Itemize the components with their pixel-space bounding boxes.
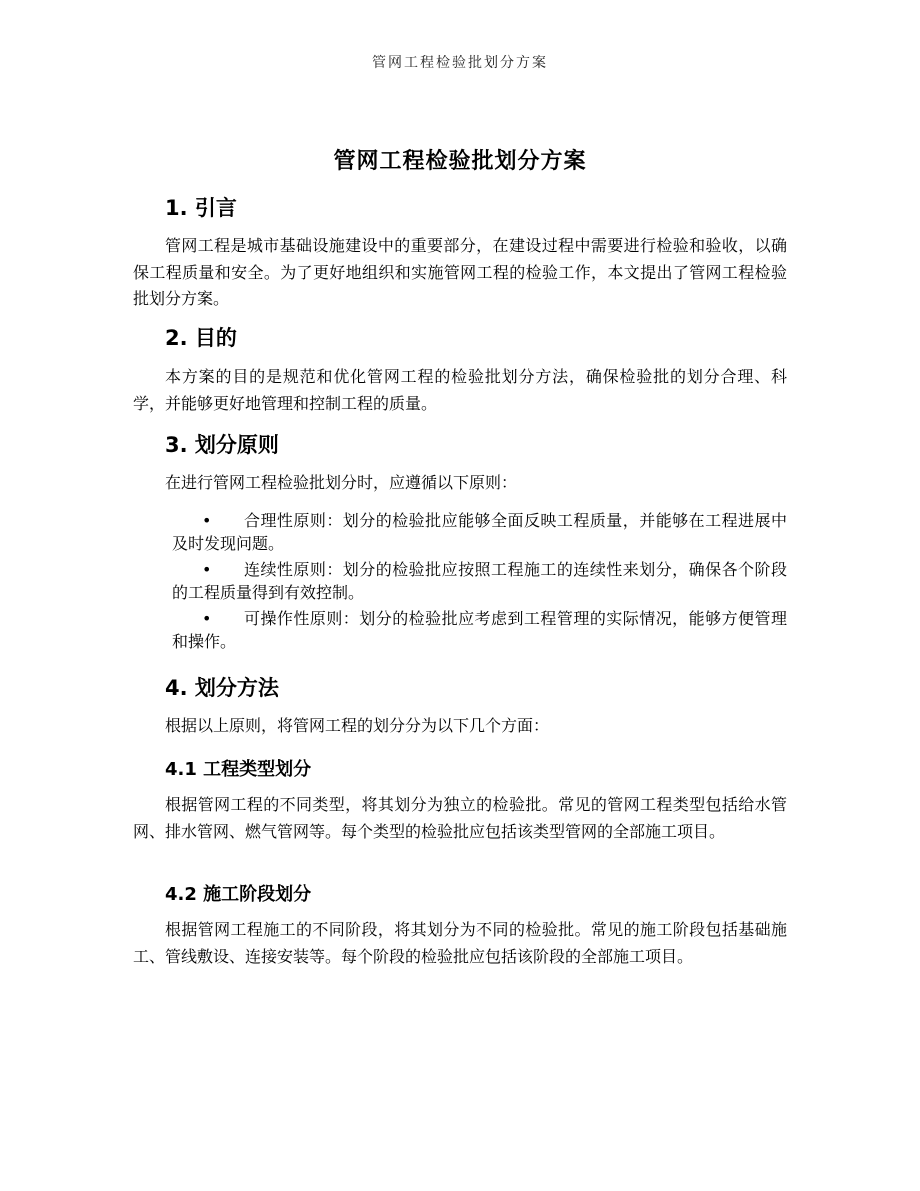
section-heading-principles: 3. 划分原则 — [165, 433, 279, 457]
section-paragraph-purpose: 本方案的目的是规范和优化管网工程的检验批划分方法，确保检验批的划分合理、科学，并能够更好地管理和控制工程的质量。 — [133, 367, 787, 413]
list-item-text: 连续性原则：划分的检验批应按照工程施工的连续性来划分，确保各个阶段的工程质量得到有效控制。 — [172, 560, 787, 602]
document-title: 管网工程检验批划分方案 — [333, 149, 587, 174]
section-heading-method: 4. 划分方法 — [165, 676, 279, 700]
running-header: 管网工程检验批划分方案 — [372, 55, 548, 71]
list-item — [172, 558, 787, 604]
principles-intro: 在进行管网工程检验批划分时，应遵循以下原则： — [165, 473, 518, 492]
subsection-paragraph-stage: 根据管网工程施工的不同阶段，将其划分为不同的检验批。常见的施工阶段包括基础施工、管线敷设、连接安装等。每个阶段的检验批应包括该阶段的全部施工项目。 — [133, 920, 787, 966]
subsection-heading-type: 4.1 工程类型划分 — [165, 759, 312, 780]
bullet-icon: • — [202, 560, 212, 579]
bullet-icon: • — [202, 609, 212, 628]
list-item-text: 可操作性原则：划分的检验批应考虑到工程管理的实际情况，能够方便管理和操作。 — [172, 609, 787, 651]
list-item-text: 合理性原则：划分的检验批应能够全面反映工程质量，并能够在工程进展中及时发现问题。 — [172, 511, 787, 553]
subsection-paragraph-type: 根据管网工程的不同类型，将其划分为独立的检验批。常见的管网工程类型包括给水管网、排水管网、燃气管网等。每个类型的检验批应包括该类型管网的全部施工项目。 — [133, 795, 787, 841]
section-heading-introduction: 1. 引言 — [165, 196, 237, 220]
subsection-heading-stage: 4.2 施工阶段划分 — [165, 884, 312, 905]
bullet-icon: • — [202, 511, 212, 530]
list-item — [172, 509, 787, 555]
list-item — [172, 607, 787, 653]
section-paragraph-introduction: 管网工程是城市基础设施建设中的重要部分，在建设过程中需要进行检验和验收，以确保工程质量和安全。为了更好地组织和实施管网工程的检验工作，本文提出了管网工程检验批划分方案。 — [133, 236, 787, 308]
method-intro: 根据以上原则，将管网工程的划分分为以下几个方面： — [165, 716, 550, 735]
section-heading-purpose: 2. 目的 — [165, 326, 237, 350]
